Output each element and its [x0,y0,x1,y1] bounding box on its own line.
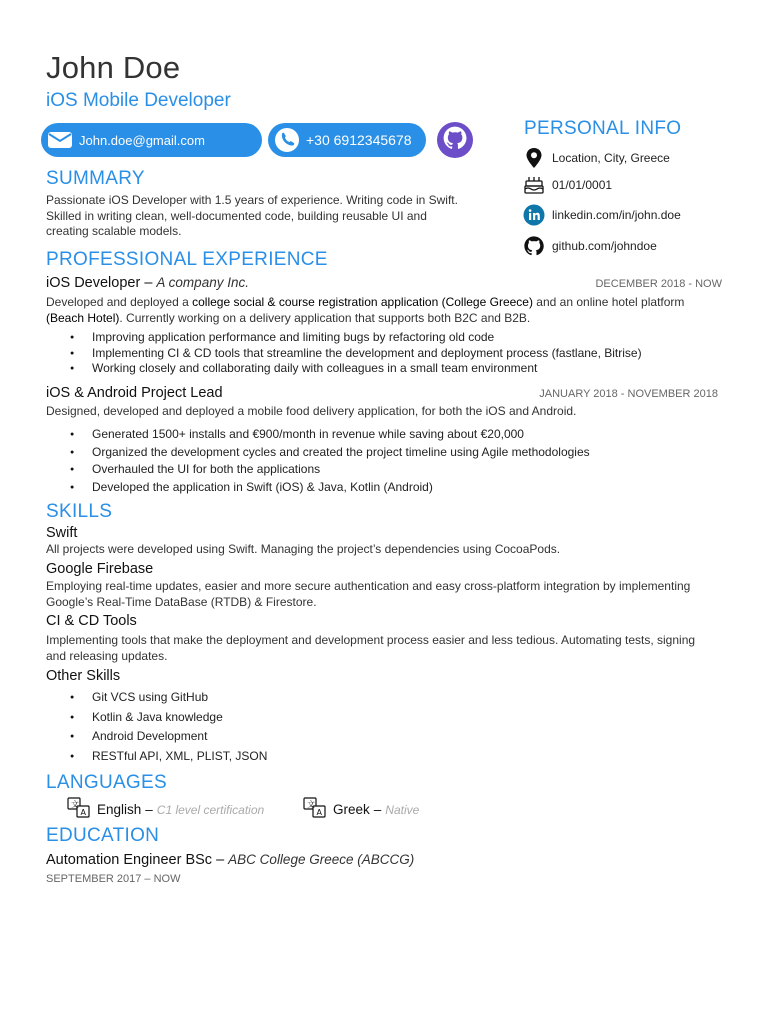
other-skills-heading: Other Skills [46,668,121,684]
skill-3-desc: Implementing tools that make the deployment and development process easier and less tedious. Automating tests, signing and releasing updates. [46,633,696,663]
svg-text:A: A [316,808,322,817]
job-2-title: iOS & Android Project Lead [46,385,223,401]
job-1-title [46,275,249,291]
job-2-dates: JANUARY 2018 - NOVEMBER 2018 [539,388,718,400]
linkedin-text: linkedin.com/in/john.doe [552,208,681,222]
summary-text: Passionate iOS Developer with 1.5 years of experience. Writing code in Swift. Skilled in writing clean, well-documented code, building reusable UI and creating scalable models. [46,193,458,238]
list-item: ● Android Development [70,727,267,747]
svg-text:文: 文 [71,800,79,809]
github-icon [442,125,468,156]
list-item: ● Git VCS using GitHub [70,688,267,708]
birthday-text: 01/01/0001 [552,178,613,192]
language-english-sep: – [145,802,153,817]
svg-text:文: 文 [307,800,315,809]
job-1-dates: DECEMBER 2018 - NOW [595,278,722,290]
info-location [522,146,670,170]
list-item: ● RESTful API, XML, PLIST, JSON [70,747,267,767]
skill-1-name: Swift [46,525,78,541]
list-item: ● Organized the development cycles and created the project timeline using Agile methodologies [70,444,590,462]
github-badge[interactable] [437,122,473,158]
job-1-sep: – [140,275,157,291]
email-pill[interactable] [41,123,262,157]
job-1-desc-part-1: Developed and deployed a [46,295,193,309]
education-sep: – [212,852,229,868]
job-2-bullets [70,426,590,496]
birthday-cake-icon [522,173,546,197]
language-greek-name: Greek [333,802,370,817]
language-english [67,797,264,822]
resume-name: John Doe [46,50,181,85]
translate-icon [303,797,327,822]
phone-pill[interactable] [268,123,426,157]
job-1-desc-part-2: and an online hotel platform [532,295,685,309]
resume-role: iOS Mobile Developer [46,90,231,111]
education-dates: SEPTEMBER 2017 – NOW [46,873,181,885]
job-2-description: Designed, developed and deployed a mobile food delivery application, for both the iOS and Android. [46,404,577,418]
job-1-desc-bold-2: (Beach Hotel) [46,310,120,325]
svg-text:A: A [80,808,86,817]
personal-info-heading: PERSONAL INFO [524,118,682,139]
skill-1-desc: All projects were developed using Swift. Managing the project’s dependencies using CocoaPods. [46,542,561,556]
skill-2-desc: Employing real-time updates, easier and more secure authentication and easy cross-platform integration by implementing Google’s Real-Time DataBase (RTDB) & Firestore. [46,579,691,609]
list-item: ● Generated 1500+ installs and €900/month in revenue while saving about €20,000 [70,426,590,444]
list-item: ● Overhauled the UI for both the applications [70,461,590,479]
skills-heading: SKILLS [46,501,113,522]
phone-text: +30 6912345678 [306,132,412,148]
translate-icon [67,797,91,822]
job-1-bullets [70,330,642,377]
skill-3-name: CI & CD Tools [46,613,137,629]
other-skills-list [70,688,267,766]
linkedin-icon [522,203,546,227]
location-pin-icon [522,146,546,170]
education-heading: EDUCATION [46,825,160,846]
phone-icon [268,123,306,157]
language-english-name: English [97,802,142,817]
languages-heading: LANGUAGES [46,772,167,793]
list-item: ● Developed the application in Swift (iOS) & Java, Kotlin (Android) [70,479,590,497]
language-greek-sep: – [373,802,382,817]
github-small-icon [522,234,546,258]
language-greek [303,797,419,822]
info-birthday [522,173,612,197]
summary-heading: SUMMARY [46,168,145,189]
email-text: John.doe@gmail.com [79,132,205,148]
info-linkedin[interactable] [522,203,681,227]
job-1-description [46,295,718,326]
experience-heading: PROFESSIONAL EXPERIENCE [46,249,328,270]
list-item: ● Implementing CI & CD tools that streamline the development and deployment process (fastlane, Bitrise) [70,346,642,362]
job-1-desc-part-3: . Currently working on a delivery application that supports both B2C and B2B. [119,310,531,325]
skill-2-name: Google Firebase [46,561,154,577]
language-english-level: C1 level certification [156,802,265,817]
language-greek-level: Native [385,802,420,817]
job-1-role: iOS Developer [46,275,141,291]
job-1-company: A company Inc. [156,275,249,290]
email-icon [41,123,79,157]
location-text: Location, City, Greece [552,151,670,165]
education-school: ABC College Greece (ABCCG) [228,852,415,867]
education-entry [46,852,414,868]
list-item: ● Kotlin & Java knowledge [70,708,267,728]
list-item: ● Improving application performance and limiting bugs by refactoring old code [70,330,642,346]
list-item: ● Working closely and collaborating daily with colleagues in a small team environment [70,361,642,377]
education-degree: Automation Engineer BSc [46,852,213,868]
github-text: github.com/johndoe [552,239,657,253]
info-github[interactable] [522,234,657,258]
job-1-desc-bold-1: college social & course registration application (College Greece) [192,295,533,309]
